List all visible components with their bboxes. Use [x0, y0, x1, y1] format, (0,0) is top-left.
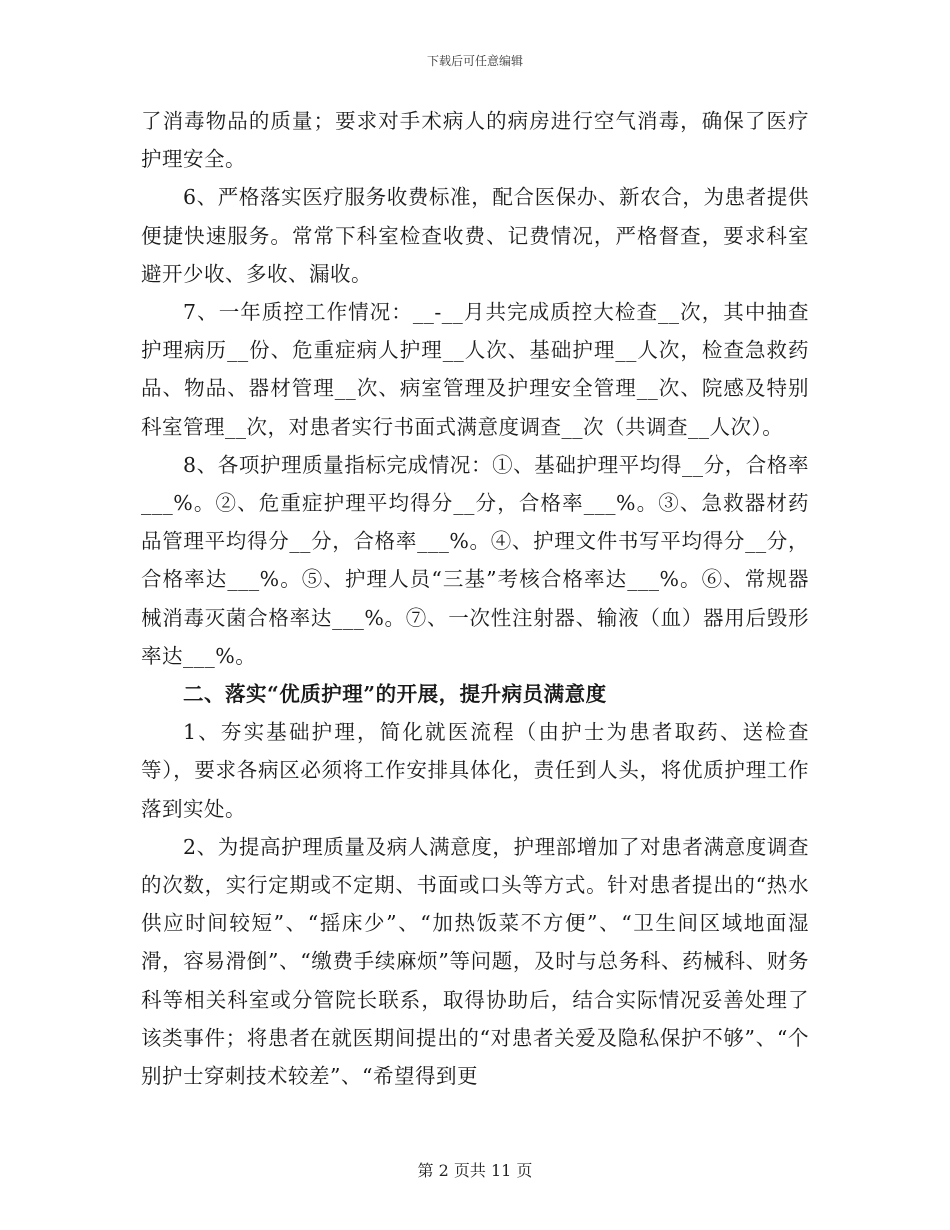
page-number: 第 2 页共 11 页: [417, 1161, 533, 1180]
page-header: 下载后可任意编辑: [426, 54, 523, 68]
section-heading: 二、落实“优质护理”的开展，提升病员满意度: [183, 682, 607, 707]
paragraph-item-8: 8、各项护理质量指标完成情况：①、基础护理平均得__分，合格率___%。②、危重症护理平均得分__分，合格率___%。③、急救器材药品管理平均得分__分，合格率___%。④、护理文件书写平均得分__分，合格率达___%。⑤、护理人员“三基”考核合格率达___%。⑥、常规器械消毒灭菌合格率达___%。⑦、一次性注射器、输液（血）器用后毁形率达___%。: [141, 452, 809, 668]
paragraph-section2-item-1: 1、夯实基础护理，简化就医流程（由护士为患者取药、送检查等），要求各病区必须将工作安排具体化，责任到人头，将优质护理工作落到实处。: [141, 720, 809, 821]
paragraph-item-6: 6、严格落实医疗服务收费标准，配合医保办、新农合，为患者提供便捷快速服务。常常下科室检查收费、记费情况，严格督查，要求科室避开少收、多收、漏收。: [141, 185, 809, 286]
paragraph-continuation: 了消毒物品的质量；要求对手术病人的病房进行空气消毒，确保了医疗护理安全。: [141, 109, 809, 172]
document-body: [141, 102, 809, 1095]
paragraph-item-7: 7、一年质控工作情况：__-__月共完成质控大检查__次，其中抽查护理病历__份、危重症病人护理__人次、基础护理__人次，检查急救药品、物品、器材管理__次、病室管理及护理安全管理__次、院感及特别科室管理__次，对患者实行书面式满意度调查__次（共调查__人次）。: [141, 300, 809, 439]
paragraph-section2-item-2: 2、为提高护理质量及病人满意度，护理部增加了对患者满意度调查的次数，实行定期或不定期、书面或口头等方式。针对患者提出的“热水供应时间较短”、“摇床少”、“加热饭菜不方便”、“卫生间区域地面湿滑，容易滑倒”、“缴费手续麻烦”等问题，及时与总务科、药械科、财务科等相关科室或分管院长联系，取得协助后，结合实际情况妥善处理了该类事件；将患者在就医期间提出的“对患者关爱及隐私保护不够”、“个别护士穿刺技术较差”、“希望得到更: [141, 834, 809, 1089]
